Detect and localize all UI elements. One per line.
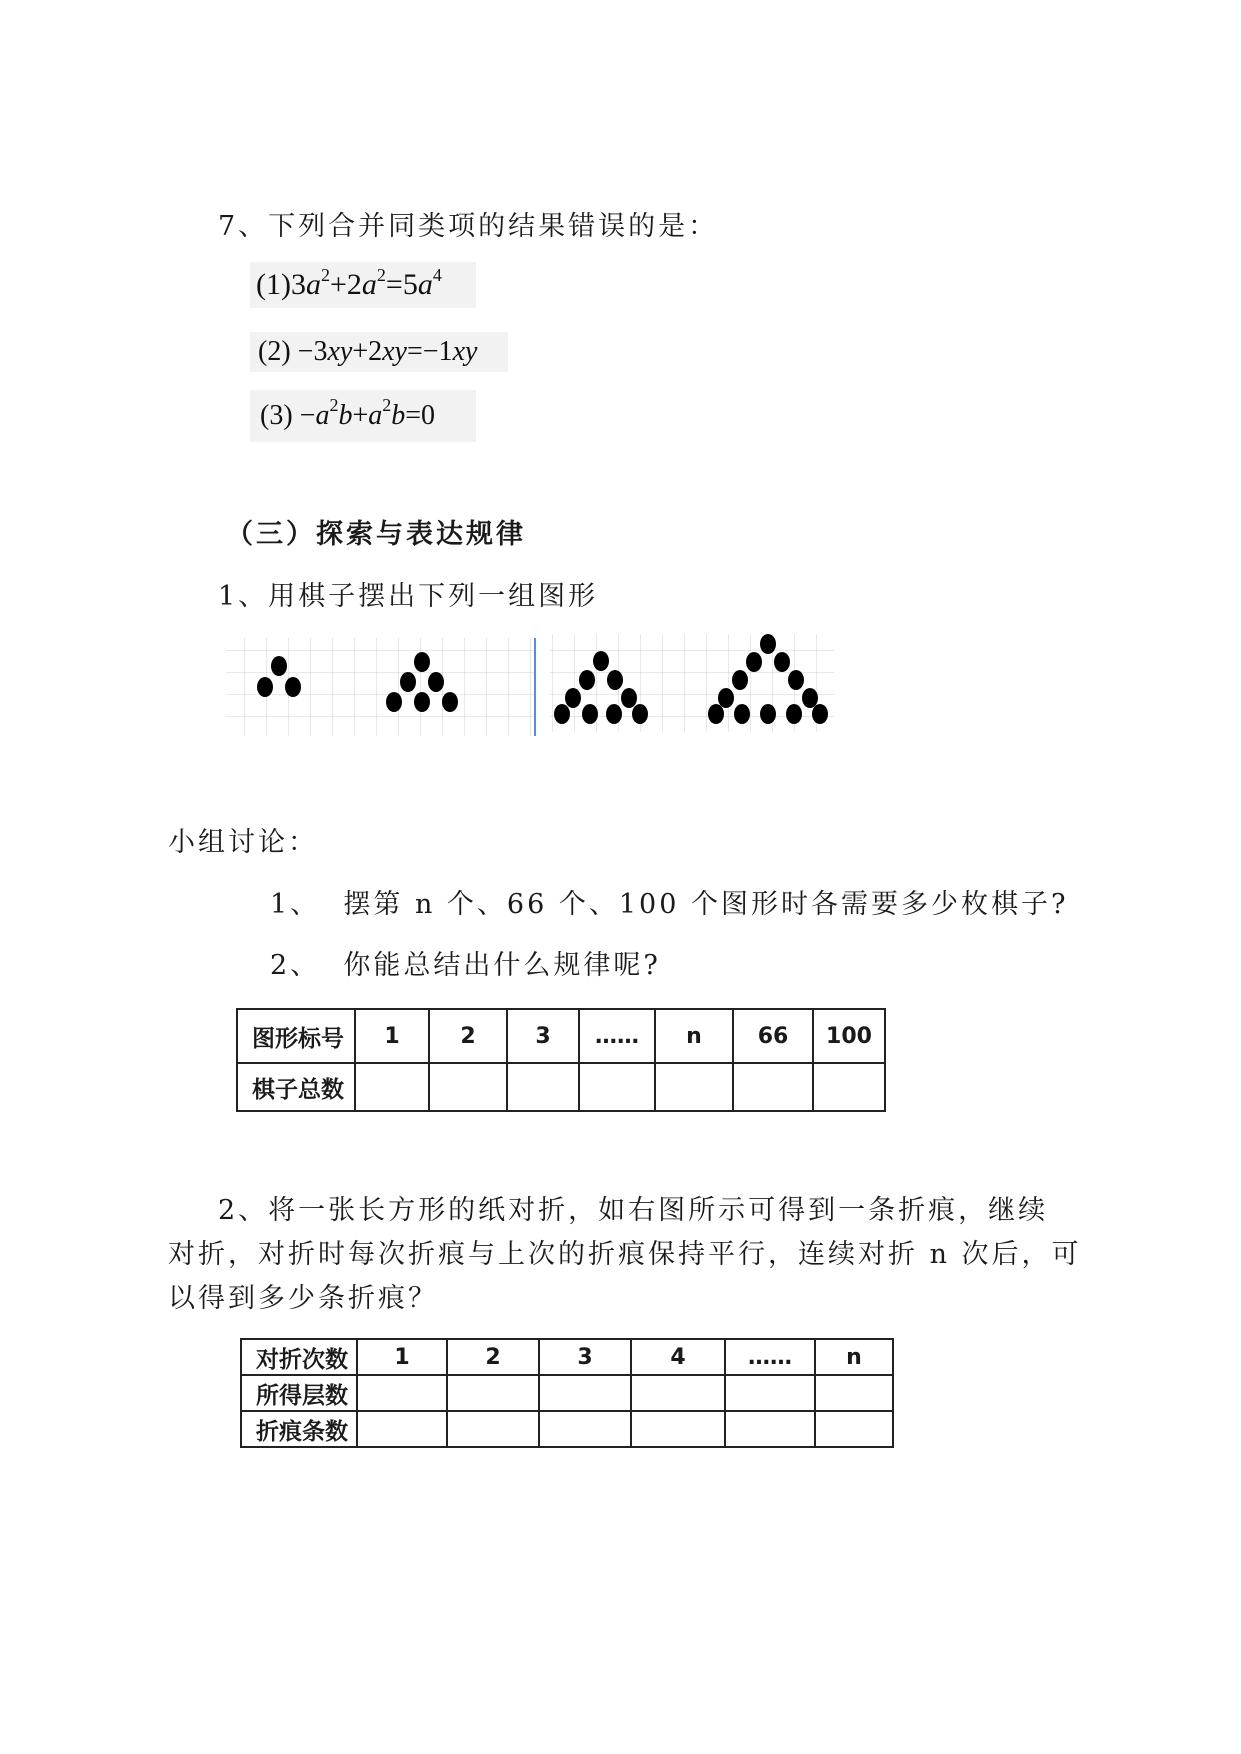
discussion-label: 小组讨论： [168,827,318,858]
discussion-item-2-num: 2、 [270,950,321,981]
formula-2-label: (2) [258,336,291,367]
table-cell: …… [725,1339,815,1375]
answer-cell[interactable] [725,1375,815,1411]
table-cell: 1 [357,1339,447,1375]
answer-cell[interactable] [539,1375,631,1411]
chess-piece [760,634,776,654]
discussion-item-1-text: 摆第 n 个、66 个、100 个图形时各需要多少枚棋子? [343,889,1069,920]
chess-piece [760,704,776,724]
chess-piece [774,652,790,672]
chess-piece [271,656,287,676]
table-row [237,1063,885,1111]
formula-3-part2: + [352,400,369,431]
table-row [241,1339,893,1375]
answer-cell[interactable] [579,1063,655,1111]
discussion-item-2-text: 你能总结出什么规律呢? [343,950,661,981]
row-head-layers: 所得层数 [241,1375,357,1411]
chess-pattern-figure [222,628,838,740]
discussion-item-2 [270,943,661,982]
formula-1-label: (1) [256,268,291,301]
chess-piece [554,704,570,724]
table-row [241,1375,893,1411]
answer-cell[interactable] [429,1063,507,1111]
answer-cell[interactable] [631,1375,725,1411]
q2-line-3: 以得到多少条折痕？ [168,1283,438,1314]
chess-piece [732,670,748,690]
fold-count-table [240,1338,894,1448]
formula-3-label: (3) [260,400,293,431]
section-heading: （三）探索与表达规律 [226,519,526,550]
table-cell: 1 [355,1009,429,1063]
chess-piece [582,704,598,724]
chess-piece [812,704,828,724]
chess-piece [414,652,430,672]
chess-piece [428,672,444,692]
chess-piece [565,688,581,708]
answer-cell[interactable] [733,1063,813,1111]
chess-piece [708,704,724,724]
formula-3-part3: =0 [405,400,436,431]
chess-piece [746,652,762,672]
answer-cell[interactable] [815,1375,893,1411]
chess-piece [788,670,804,690]
chess-piece [632,704,648,724]
answer-cell[interactable] [815,1411,893,1447]
formula-2-part1: −3 [297,336,328,367]
chess-piece [414,692,430,712]
row-head-creases: 折痕条数 [241,1411,357,1447]
chess-piece [621,688,637,708]
answer-cell[interactable] [447,1375,539,1411]
discussion-item-1 [270,882,1068,921]
chess-piece [285,677,301,697]
row-head-figure-number: 图形标号 [237,1009,355,1063]
formula-2-part2: +2 [352,336,383,367]
formula-3-part1: − [299,400,316,431]
chess-piece [442,692,458,712]
formula-2-part3: =−1 [406,336,453,367]
table-cell: n [655,1009,733,1063]
answer-cell[interactable] [447,1411,539,1447]
formula-1-term1: 3 [290,268,306,301]
row-head-chess-total: 棋子总数 [237,1063,355,1111]
table-row [241,1411,893,1447]
q1-prompt: 1、用棋子摆出下列一组图形 [218,581,599,612]
answer-cell[interactable] [631,1411,725,1447]
answer-cell[interactable] [655,1063,733,1111]
answer-cell[interactable] [357,1411,447,1447]
formula-2: (2) −3xy+2xy=−1xy [250,332,508,372]
answer-cell[interactable] [357,1375,447,1411]
table-cell: 4 [631,1339,725,1375]
table-cell: 3 [507,1009,579,1063]
table-cell: 66 [733,1009,813,1063]
answer-cell[interactable] [507,1063,579,1111]
q2-line-1: 2、将一张长方形的纸对折，如右图所示可得到一条折痕，继续 [218,1195,1049,1226]
table-cell: n [815,1339,893,1375]
table-cell: 3 [539,1339,631,1375]
chess-piece [786,704,802,724]
answer-cell[interactable] [355,1063,429,1111]
answer-cell[interactable] [539,1411,631,1447]
chess-piece [593,651,609,671]
chess-piece [579,670,595,690]
q7-prompt: 7、下列合并同类项的结果错误的是： [218,211,719,242]
chess-piece [607,670,623,690]
table-cell: 2 [429,1009,507,1063]
table-row [237,1009,885,1063]
formula-1: $(1)3a^2+2a^2=5a^4$ [250,262,476,308]
answer-cell[interactable] [813,1063,885,1111]
chess-piece [718,688,734,708]
q2-line-2: 对折，对折时每次折痕与上次的折痕保持平行，连续对折 n 次后，可 [168,1239,1082,1270]
discussion-item-1-num: 1、 [270,889,321,920]
row-head-fold-times: 对折次数 [241,1339,357,1375]
formula-3: $(3) -a^2b+a^2b=0$ [250,390,476,442]
formula-1-term2: +2 [329,268,362,301]
chess-piece [802,688,818,708]
chess-count-table [236,1008,886,1112]
answer-cell[interactable] [725,1411,815,1447]
table-cell: …… [579,1009,655,1063]
table-cell: 2 [447,1339,539,1375]
chess-piece [386,692,402,712]
table-cell: 100 [813,1009,885,1063]
formula-1-term3: =5 [385,268,418,301]
chess-piece [606,704,622,724]
chess-piece [734,704,750,724]
chess-piece [400,672,416,692]
chess-piece [257,677,273,697]
